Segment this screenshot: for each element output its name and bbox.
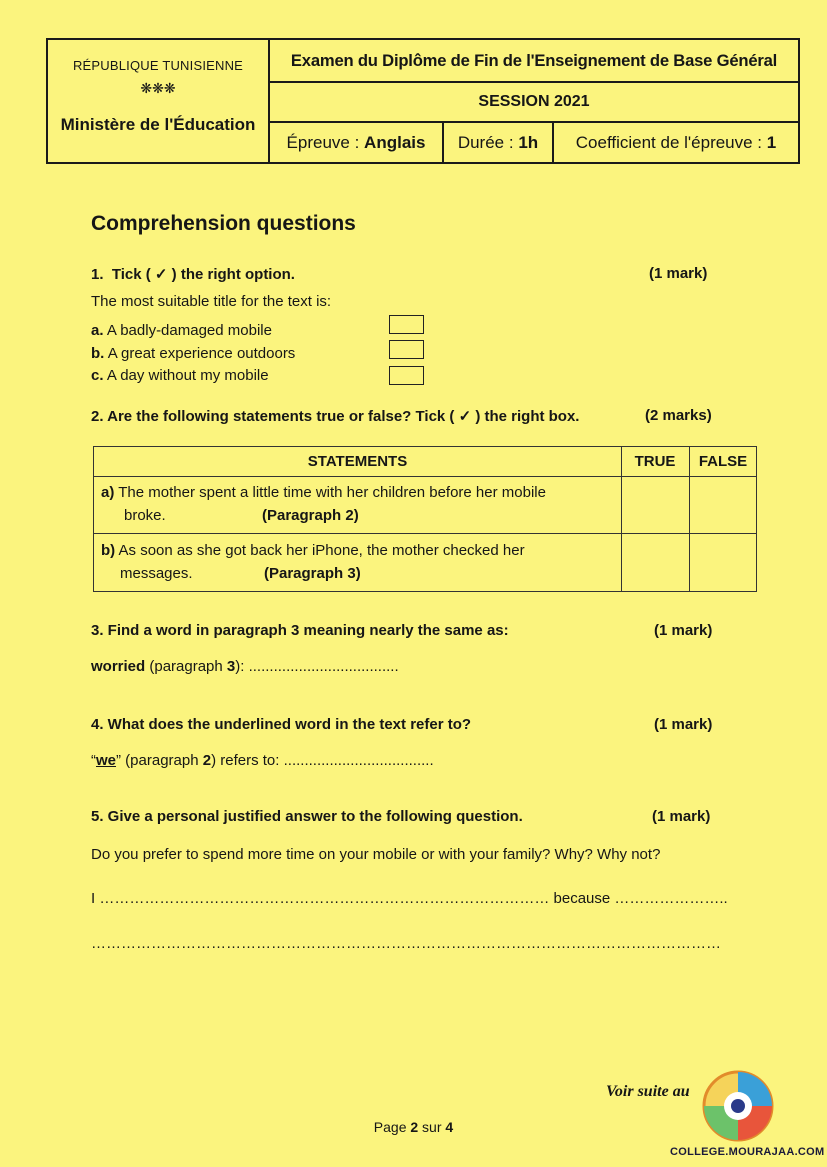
- statement-b: [101, 539, 611, 585]
- page-total: 4: [445, 1119, 454, 1135]
- republic-label: RÉPUBLIQUE TUNISIENNE: [72, 58, 244, 73]
- option-b-checkbox[interactable]: [389, 340, 424, 359]
- option-b-text: A great experience outdoors: [107, 345, 296, 362]
- q5-question: Do you prefer to spend more time on your mobile or with your family? Why? Why not?: [91, 846, 661, 863]
- statements-table: [93, 446, 757, 592]
- q3-answer-line[interactable]: [91, 658, 399, 675]
- page-sep: sur: [418, 1119, 446, 1135]
- ministry-cell: [48, 40, 270, 162]
- option-c-checkbox[interactable]: [389, 366, 424, 385]
- q5-line1-dots: ………………………………………………………………………………: [99, 890, 550, 907]
- section-title: Comprehension questions: [91, 212, 356, 235]
- option-c-letter: c.: [91, 367, 104, 384]
- duree-label: Durée :: [457, 133, 519, 152]
- statement-b-false-box[interactable]: [690, 534, 756, 591]
- statement-a-letter: a): [101, 484, 115, 501]
- q5-answer-line-1[interactable]: [91, 890, 728, 907]
- voir-suite-label: Voir suite au: [606, 1083, 690, 1100]
- q5-because: because: [549, 890, 615, 907]
- statement-a-true-box[interactable]: [622, 477, 688, 533]
- duree-value: 1h: [518, 133, 539, 152]
- true-column-header: TRUE: [634, 453, 676, 470]
- statement-b-line2: messages.: [120, 565, 193, 582]
- q5-mark: (1 mark): [652, 808, 711, 825]
- statement-a-line2: broke.: [124, 507, 166, 524]
- question-5-heading: 5. Give a personal justified answer to the following question.: [91, 808, 523, 825]
- q1-intro: The most suitable title for the text is:: [91, 293, 332, 310]
- page-number: [0, 1119, 827, 1135]
- statement-b-line1: As soon as she got back her iPhone, the mother checked her: [118, 542, 525, 559]
- q1-number: 1.: [91, 266, 104, 283]
- q4-answer-line[interactable]: [91, 752, 434, 769]
- statement-b-letter: b): [101, 542, 116, 559]
- college-logo-icon: [698, 1062, 782, 1151]
- statement-b-true-box[interactable]: [622, 534, 688, 591]
- statements-column-header: STATEMENTS: [307, 453, 408, 470]
- q3-paren-open: (paragraph: [145, 658, 227, 675]
- page-label: Page: [373, 1119, 411, 1135]
- statement-a-line1: The mother spent a little time with her children before her mobile: [118, 484, 546, 501]
- option-a-letter: a.: [91, 322, 104, 339]
- ministry-label: Ministère de l'Éducation: [60, 115, 256, 134]
- option-c: [91, 367, 269, 384]
- coef-value: 1: [766, 133, 777, 152]
- duree-cell: [444, 123, 554, 162]
- statement-b-ref: (Paragraph 3): [264, 565, 361, 582]
- q4-word: we: [96, 752, 117, 769]
- session-label: SESSION 2021: [270, 83, 798, 123]
- question-1-heading: [91, 265, 295, 283]
- option-b: [91, 345, 295, 362]
- q4-dots: ....................................: [283, 752, 434, 769]
- q5-line1-start: I: [91, 890, 100, 907]
- q3-paren-close: ):: [235, 658, 249, 675]
- exam-info-row: [270, 123, 798, 162]
- q2-mark: (2 marks): [645, 407, 712, 424]
- q5-because-dots: …………………..: [614, 890, 728, 907]
- coefficient-cell: [554, 123, 798, 162]
- option-b-letter: b.: [91, 345, 105, 362]
- epreuve-cell: [270, 123, 444, 162]
- q1-mark: (1 mark): [649, 265, 708, 282]
- question-3-heading: 3. Find a word in paragraph 3 meaning nearly the same as:: [91, 622, 509, 639]
- q3-para-num: 3: [226, 658, 236, 675]
- option-a: [91, 322, 272, 339]
- epreuve-value: Anglais: [364, 133, 426, 152]
- q5-answer-line-2[interactable]: ………………………………………………………………………………………………………………: [91, 935, 721, 952]
- epreuve-label: Épreuve :: [286, 133, 365, 152]
- page-current: 2: [410, 1119, 419, 1135]
- q3-mark: (1 mark): [654, 622, 713, 639]
- exam-title: Examen du Diplôme de Fin de l'Enseignement de Base Général: [270, 40, 798, 83]
- q4-mark: (1 mark): [654, 716, 713, 733]
- q4-quote-open: “: [91, 752, 96, 769]
- q3-dots: ....................................: [248, 658, 399, 675]
- exam-header-table: [46, 38, 800, 164]
- q3-word: worried: [91, 658, 146, 675]
- stars-ornament: ❋❋❋: [140, 80, 176, 96]
- option-a-checkbox[interactable]: [389, 315, 424, 334]
- question-4-heading: 4. What does the underlined word in the text refer to?: [91, 716, 472, 733]
- site-watermark[interactable]: COLLEGE.MOURAJAA.COM: [670, 1146, 825, 1158]
- statement-a-ref: (Paragraph 2): [262, 507, 359, 524]
- q4-paren-open: (paragraph: [121, 752, 203, 769]
- statement-a: [101, 481, 611, 527]
- statement-a-false-box[interactable]: [690, 477, 756, 533]
- q1-text: Tick ( ✓ ) the right option.: [111, 266, 295, 283]
- coef-label: Coefficient de l'épreuve :: [575, 133, 767, 152]
- option-c-text: A day without my mobile: [106, 367, 269, 384]
- option-a-text: A badly-damaged mobile: [106, 322, 272, 339]
- question-2-heading: 2. Are the following statements true or false? Tick ( ✓ ) the right box.: [91, 408, 580, 425]
- q4-para-num: 2: [202, 752, 212, 769]
- false-column-header: FALSE: [698, 453, 748, 470]
- q4-quote-close: ”: [116, 752, 122, 769]
- q4-paren-close: ) refers to:: [211, 752, 284, 769]
